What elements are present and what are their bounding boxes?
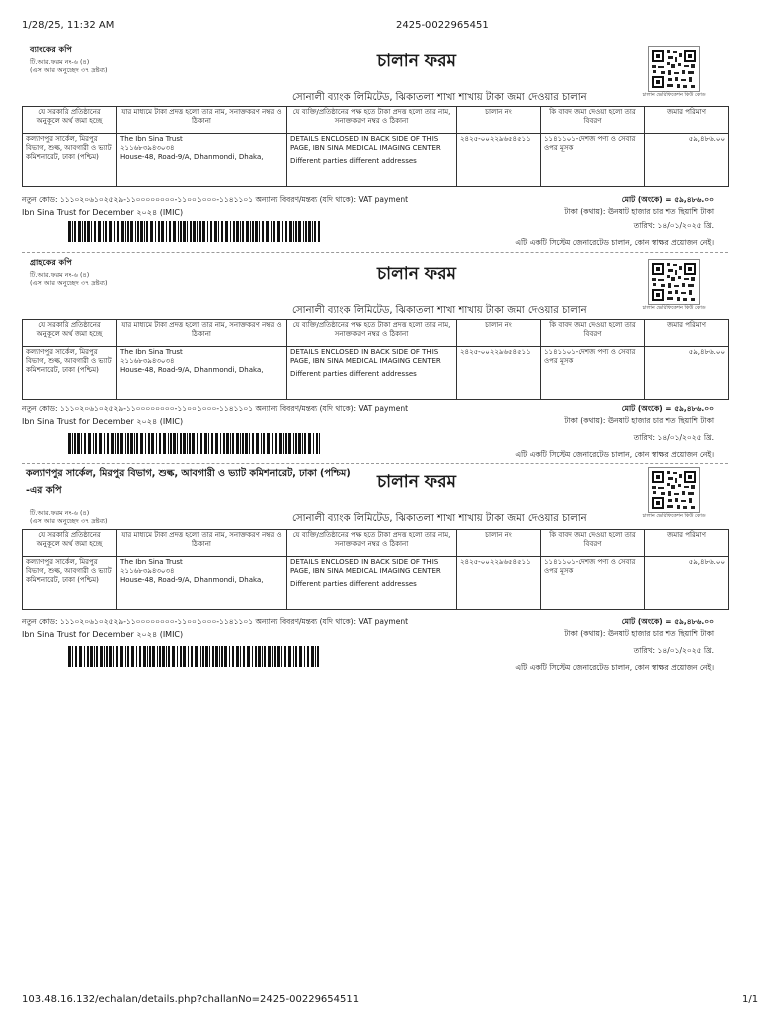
amount-in-words: টাকা (কথায়): ঊনষাট হাজার চার শত ছিয়াশি টাকা (564, 629, 714, 638)
column-header: চালান নং (457, 107, 541, 134)
column-header: চালান নং (457, 530, 541, 557)
details-cell: DETAILS ENCLOSED IN BACK SIDE OF THIS PAGE, IBN SINA MEDICAL IMAGING CENTER Different parties different addresses (287, 347, 457, 400)
challan-table (22, 529, 729, 610)
office-cell: কল্যাণপুর সার্কেল, মিরপুর বিভাগ, শুল্ক, আবগারী ও ভ্যাট কমিশনারেট, ঢাকা (পশ্চিম) (23, 557, 117, 610)
purpose-note: Ibn Sina Trust for December ২০২৪ (IMIC) (22, 630, 184, 639)
column-header: জমার পরিমাণ (645, 320, 729, 347)
challan-date: তারিখ: ১৪/০১/২০২৫ খ্রি. (633, 646, 714, 655)
column-header: যার মাধ্যমে টাকা প্রদত্ত হলো তার নাম, সনাক্তকরণ নম্বর ও ঠিকানা (117, 320, 287, 347)
form-title: চালান ফরম (377, 472, 456, 492)
system-generated-note: এটি একটি সিস্টেম জেনারেটেড চালান, কোন স্বাক্ষর প্রয়োজন নেই। (515, 450, 714, 459)
total-amount: মোট (অংকে) = ৫৯,৪৮৬.০০ (621, 617, 714, 626)
print-date: 1/28/25, 11:32 AM (22, 20, 115, 31)
office-cell: কল্যাণপুর সার্কেল, মিরপুর বিভাগ, শুল্ক, আবগারী ও ভ্যাট কমিশনারেট, ঢাকা (পশ্চিম) (23, 134, 117, 187)
purpose-note: Ibn Sina Trust for December ২০২৪ (IMIC) (22, 208, 184, 217)
column-header: যে ব্যক্তি/প্রতিষ্ঠানের পক্ষ হতে টাকা প্রদত্ত হলো তার নাম, সনাক্তকরণ নম্বর ও ঠিকানা (287, 530, 457, 557)
payer-cell: The Ibn Sina Trust ২১১৬৮৩৯৪৩০৩৪ House-48, Road-9/A, Dhanmondi, Dhaka, (117, 557, 287, 610)
column-header: যে সরকারি প্রতিষ্ঠানের অনুকূলে অর্থ জমা হচ্ছে (23, 530, 117, 557)
table-header-row (23, 107, 729, 134)
barcode-icon (68, 646, 320, 667)
amount-cell: ৫৯,৪৮৬.০০ (645, 347, 729, 400)
details-cell: DETAILS ENCLOSED IN BACK SIDE OF THIS PAGE, IBN SINA MEDICAL IMAGING CENTER Different parties different addresses (287, 557, 457, 610)
print-challan-id: 2425-0022965451 (396, 20, 489, 31)
copy-label: ব্যাংকের কপি (30, 45, 72, 54)
challan-date: তারিখ: ১৪/০১/২০২৫ খ্রি. (633, 433, 714, 442)
office-cell: কল্যাণপুর সার্কেল, মিরপুর বিভাগ, শুল্ক, আবগারী ও ভ্যাট কমিশনারেট, ঢাকা (পশ্চিম) (23, 347, 117, 400)
copy-label: কল্যাণপুর সার্কেল, মিরপুর বিভাগ, শুল্ক, আবগারী ও ভ্যাট কমিশনারেট, ঢাকা (পশ্চিম) -এর কপি (26, 468, 351, 496)
column-header: যার মাধ্যমে টাকা প্রদত্ত হলো তার নাম, সনাক্তকরণ নম্বর ও ঠিকানা (117, 530, 287, 557)
form-number: টি.আর.ফরম নং-৬ (৪) (এস আর অনুচ্ছেদ ৩৭ দ্রষ্টব্য) (30, 58, 108, 74)
challan-no-cell: ২৪২৫-০০২২৯৬৫৪৫১১ (457, 557, 541, 610)
form-title: চালান ফরম (377, 51, 456, 71)
challan-no-cell: ২৪২৫-০০২২৯৬৫৪৫১১ (457, 347, 541, 400)
qr-caption: চালান ভেরিফিকেশন কিউ কোড (642, 305, 706, 311)
column-header: কি বাবদ জমা দেওয়া হলো তার বিবরণ (541, 320, 645, 347)
barcode-icon (68, 221, 320, 242)
form-subtitle: সোনালী ব্যাংক লিমিটেড, ঝিকাতলা শাখা শাখায় টাকা জমা দেওয়ার চালান (292, 92, 587, 103)
column-header: কি বাবদ জমা দেওয়া হলো তার বিবরণ (541, 107, 645, 134)
qr-caption: চালান ভেরিফিকেশন কিউ কোড (642, 92, 706, 98)
qr-caption: চালান ভেরিফিকেশন কিউ কোড (642, 513, 706, 519)
amount-in-words: টাকা (কথায়): ঊনষাট হাজার চার শত ছিয়াশি টাকা (564, 207, 714, 216)
payer-cell: The Ibn Sina Trust ২১১৬৮৩৯৪৩০৩৪ House-48, Road-9/A, Dhanmondi, Dhaka, (117, 347, 287, 400)
amount-in-words: টাকা (কথায়): ঊনষাট হাজার চার শত ছিয়াশি টাকা (564, 416, 714, 425)
challan-table (22, 106, 729, 187)
qr-code-icon (648, 259, 700, 305)
form-subtitle: সোনালী ব্যাংক লিমিটেড, ঝিকাতলা শাখা শাখায় টাকা জমা দেওয়ার চালান (292, 305, 587, 316)
column-header: চালান নং (457, 320, 541, 347)
column-header: যার মাধ্যমে টাকা প্রদত্ত হলো তার নাম, সনাক্তকরণ নম্বর ও ঠিকানা (117, 107, 287, 134)
challan-copy-customer (22, 257, 728, 467)
purpose-code-cell: ১১৪১১০১-দেশজ পণ্য ও সেবার ওপর মূসক (541, 347, 645, 400)
barcode-icon (68, 433, 320, 454)
form-subtitle: সোনালী ব্যাংক লিমিটেড, ঝিকাতলা শাখা শাখায় টাকা জমা দেওয়ার চালান (292, 513, 587, 524)
column-header: জমার পরিমাণ (645, 530, 729, 557)
challan-copy-bank (22, 44, 728, 254)
new-code-line: নতুন কোড: ১১১০২০৬১০২৫২৯-১১০০০০০০০০-১১০০১০০০-১১৪১১০১ অন্যান্য বিবরণ/মন্তব্য (যদি থাকে): VAT payment (22, 404, 409, 413)
total-amount: মোট (অংকে) = ৫৯,৪৮৬.০০ (621, 195, 714, 204)
qr-code-icon (648, 467, 700, 513)
payer-cell: The Ibn Sina Trust ২১১৬৮৩৯৪৩০৩৪ House-48, Road-9/A, Dhanmondi, Dhaka, (117, 134, 287, 187)
amount-cell: ৫৯,৪৮৬.০০ (645, 134, 729, 187)
new-code-line: নতুন কোড: ১১১০২০৬১০২৫২৯-১১০০০০০০০০-১১০০১০০০-১১৪১১০১ অন্যান্য বিবরণ/মন্তব্য (যদি থাকে): VAT payment (22, 617, 409, 626)
column-header: যে সরকারি প্রতিষ্ঠানের অনুকূলে অর্থ জমা হচ্ছে (23, 320, 117, 347)
purpose-code-cell: ১১৪১১০১-দেশজ পণ্য ও সেবার ওপর মূসক (541, 557, 645, 610)
system-generated-note: এটি একটি সিস্টেম জেনারেটেড চালান, কোন স্বাক্ষর প্রয়োজন নেই। (515, 238, 714, 247)
table-header-row (23, 320, 729, 347)
challan-no-cell: ২৪২৫-০০২২৯৬৫৪৫১১ (457, 134, 541, 187)
details-cell: DETAILS ENCLOSED IN BACK SIDE OF THIS PAGE, IBN SINA MEDICAL IMAGING CENTER Different parties different addresses (287, 134, 457, 187)
total-amount: মোট (অংকে) = ৫৯,৪৮৬.০০ (621, 404, 714, 413)
column-header: যে ব্যক্তি/প্রতিষ্ঠানের পক্ষ হতে টাকা প্রদত্ত হলো তার নাম, সনাক্তকরণ নম্বর ও ঠিকানা (287, 320, 457, 347)
copy-divider (22, 252, 728, 253)
column-header: যে ব্যক্তি/প্রতিষ্ঠানের পক্ষ হতে টাকা প্রদত্ত হলো তার নাম, সনাক্তকরণ নম্বর ও ঠিকানা (287, 107, 457, 134)
table-row (23, 134, 729, 187)
column-header: কি বাবদ জমা দেওয়া হলো তার বিবরণ (541, 530, 645, 557)
copy-divider (22, 463, 728, 464)
column-header: জমার পরিমাণ (645, 107, 729, 134)
table-header-row (23, 530, 729, 557)
page-number: 1/1 (742, 994, 759, 1005)
print-url: 103.48.16.132/echalan/details.php?challanNo=2425-00229654511 (22, 994, 360, 1005)
new-code-line: নতুন কোড: ১১১০২০৬১০২৫২৯-১১০০০০০০০০-১১০০১০০০-১১৪১১০১ অন্যান্য বিবরণ/মন্তব্য (যদি থাকে): VAT payment (22, 195, 409, 204)
purpose-code-cell: ১১৪১১০১-দেশজ পণ্য ও সেবার ওপর মূসক (541, 134, 645, 187)
table-row (23, 557, 729, 610)
copy-label: গ্রাহকের কপি (30, 258, 72, 267)
form-number: টি.আর.ফরম নং-৬ (৪) (এস আর অনুচ্ছেদ ৩৭ দ্রষ্টব্য) (30, 509, 108, 525)
challan-date: তারিখ: ১৪/০১/২০২৫ খ্রি. (633, 221, 714, 230)
purpose-note: Ibn Sina Trust for December ২০২৪ (IMIC) (22, 417, 184, 426)
qr-code-icon (648, 46, 700, 92)
challan-table (22, 319, 729, 400)
form-title: চালান ফরম (377, 264, 456, 284)
column-header: যে সরকারি প্রতিষ্ঠানের অনুকূলে অর্থ জমা হচ্ছে (23, 107, 117, 134)
form-number: টি.আর.ফরম নং-৬ (৪) (এস আর অনুচ্ছেদ ৩৭ দ্রষ্টব্য) (30, 271, 108, 287)
table-row (23, 347, 729, 400)
amount-cell: ৫৯,৪৮৬.০০ (645, 557, 729, 610)
system-generated-note: এটি একটি সিস্টেম জেনারেটেড চালান, কোন স্বাক্ষর প্রয়োজন নেই। (515, 663, 714, 672)
challan-copy-office (22, 465, 728, 675)
